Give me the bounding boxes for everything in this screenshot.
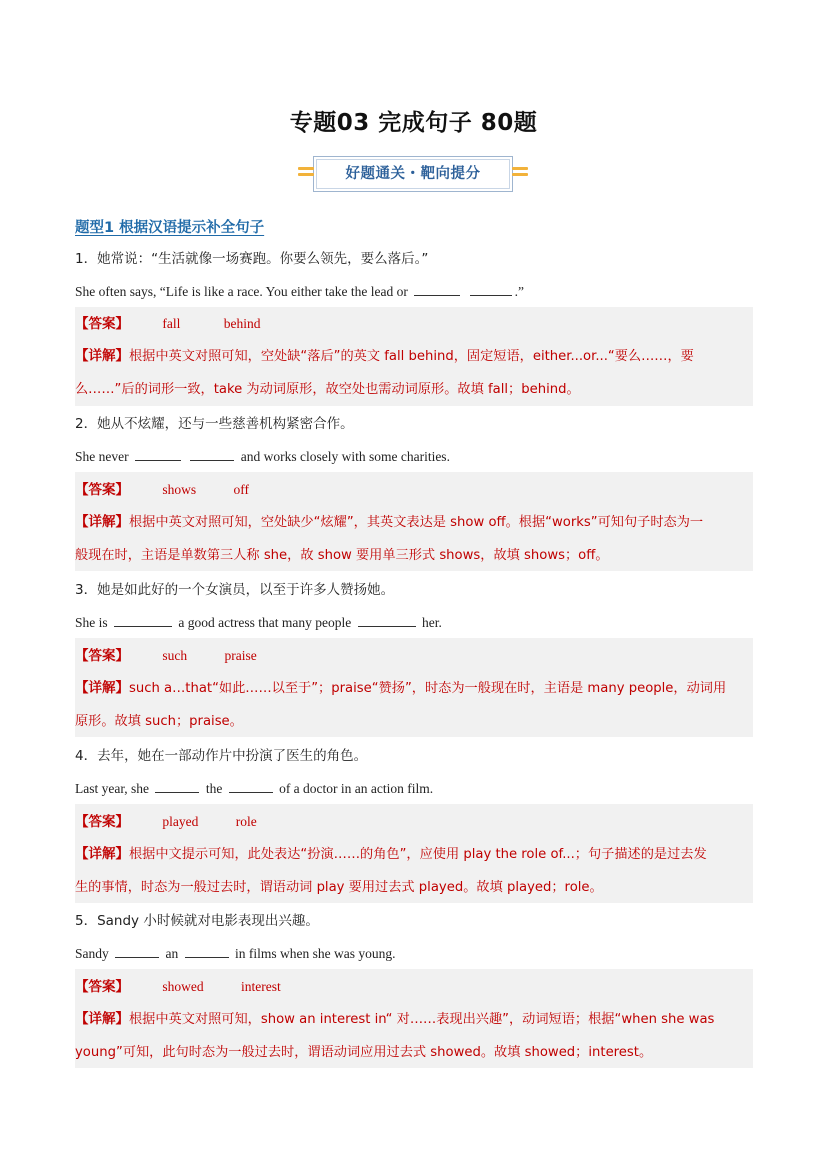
question-1-chinese: 1．她常说：“生活就像一场赛跑。你要么领先，要么落后。” (75, 251, 429, 267)
answer-tag: 【答案】 (75, 316, 129, 332)
answer-line-2 (75, 480, 249, 500)
blank-2 (470, 283, 512, 296)
detail-line: 生的事情，时态为一般过去时，谓语动词 play 要用过去式 played。故填 played；role。 (75, 880, 603, 895)
question-4-chinese: 4．去年，她在一部动作片中扮演了医生的角色。 (75, 748, 368, 764)
blank-1 (135, 448, 181, 461)
sentence-part: Last year, she (75, 781, 153, 796)
blank-1 (414, 283, 460, 296)
detail-1 (75, 340, 755, 406)
detail-line (75, 506, 755, 539)
blank-2 (190, 448, 234, 461)
sentence-part: a good actress that many people (175, 615, 355, 630)
sentence-part: She often says, “Life is like a race. You either take the lead or (75, 284, 412, 299)
detail-line: 原形。故填 such；praise。 (75, 714, 243, 729)
sentence-part: Sandy (75, 946, 113, 961)
answer-word: interest (241, 979, 281, 994)
question-5-english (75, 944, 395, 964)
detail-5 (75, 1003, 755, 1069)
page-title: 专题03 完成句子 80题 (289, 110, 538, 136)
sentence-part: She never (75, 449, 132, 464)
answer-line-5 (75, 977, 281, 997)
detail-line: 般现在时，主语是单数第三人称 she，故 show 要用单三形式 shows，故填 shows；off。 (75, 548, 609, 563)
detail-line (75, 1003, 755, 1036)
sentence-part: her. (418, 615, 442, 630)
answer-word: behind (223, 316, 261, 331)
blank-1 (115, 945, 159, 958)
detail-tag: 【详解】 (75, 1011, 129, 1027)
detail-4 (75, 838, 755, 904)
sentence-part: the (202, 781, 226, 796)
blank-2 (358, 614, 416, 627)
detail-tag: 【详解】 (75, 680, 129, 696)
detail-text: 根据中英文对照可知，show an interest in“ 对……表现出兴趣”，动词短语；根据“when she was (129, 1012, 715, 1027)
detail-text: 根据中英文对照可知，空处缺“落后”的英文 fall behind，固定短语，either...or...“要么……，要 (129, 349, 694, 364)
sentence-part: She is (75, 615, 112, 630)
answer-word: role (235, 814, 257, 829)
sentence-part: of a doctor in an action film. (275, 781, 434, 796)
detail-tag: 【详解】 (75, 348, 129, 364)
answer-word: off (233, 482, 250, 497)
question-3-chinese: 3．她是如此好的一个女演员，以至于许多人赞扬她。 (75, 582, 395, 598)
detail-line (75, 340, 755, 373)
answer-tag: 【答案】 (75, 979, 129, 995)
section-title: 题型1 根据汉语提示补全句子 (75, 220, 265, 236)
answer-tag: 【答案】 (75, 814, 129, 830)
detail-tag: 【详解】 (75, 514, 129, 530)
answer-line-4 (75, 812, 257, 832)
detail-line (75, 838, 755, 871)
question-2-chinese: 2．她从不炫耀，还与一些慈善机构紧密合作。 (75, 416, 354, 432)
answer-tag: 【答案】 (75, 482, 129, 498)
detail-text: 根据中文提示可知，此处表达“扮演……的角色”，应使用 play the role of...；句子描述的是过去发 (129, 847, 707, 862)
answer-word: fall (162, 316, 181, 331)
blank-2 (229, 780, 273, 793)
blank-1 (155, 780, 199, 793)
answer-line-3 (75, 646, 257, 666)
question-4-english (75, 779, 433, 799)
blank-1 (114, 614, 172, 627)
sentence-part (184, 449, 187, 464)
answer-word: showed (162, 979, 204, 994)
sentence-part: and works closely with some charities. (237, 449, 450, 464)
answer-line-1 (75, 314, 261, 334)
question-1-english (75, 282, 524, 302)
detail-3 (75, 672, 755, 738)
detail-line: young”可知，此句时态为一般过去时，谓语动词应用过去式 showed。故填 showed；interest。 (75, 1045, 653, 1060)
detail-line: 么……”后的词形一致，take 为动词原形，故空处也需动词原形。故填 fall；behind。 (75, 382, 580, 397)
sentence-part (463, 284, 466, 299)
blank-2 (185, 945, 229, 958)
answer-tag: 【答案】 (75, 648, 129, 664)
question-3-english (75, 613, 442, 633)
answer-word: praise (224, 648, 257, 663)
sentence-part: an (162, 946, 182, 961)
question-2-english (75, 447, 450, 467)
detail-line (75, 672, 755, 705)
banner-text: 好题通关・靶向提分 (345, 166, 481, 182)
detail-2 (75, 506, 755, 572)
detail-text: such a…that“如此……以至于”；praise“赞扬”，时态为一般现在时，主语是 many people，动词用 (129, 681, 727, 696)
detail-tag: 【详解】 (75, 846, 129, 862)
detail-text: 根据中英文对照可知，空处缺少“炫耀”，其英文表达是 show off。根据“works”可知句子时态为一 (129, 515, 704, 530)
answer-word: such (162, 648, 188, 663)
banner (300, 156, 526, 196)
answer-word: shows (162, 482, 197, 497)
answer-word: played (162, 814, 199, 829)
sentence-part: in films when she was young. (231, 946, 396, 961)
question-5-chinese: 5．Sandy 小时候就对电影表现出兴趣。 (75, 913, 319, 929)
sentence-part: .” (514, 284, 525, 299)
